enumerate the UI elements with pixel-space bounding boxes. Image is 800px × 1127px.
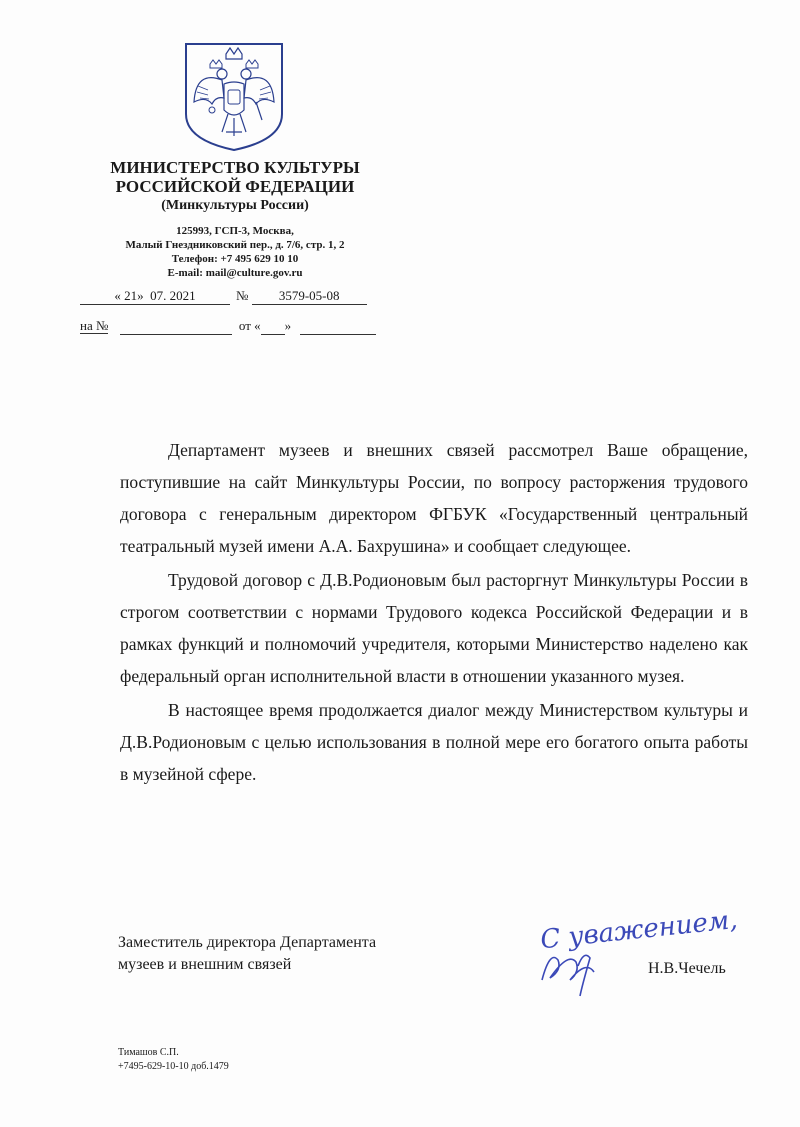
body-paragraph-3: В настоящее время продолжается диалог между Министерством культуры и Д.В.Родионовым с целью использования в полной мере его богатого опыта работы в музейной сфере. (120, 700, 748, 784)
ministry-name-block (60, 158, 410, 215)
date-field: « 21» 07. 2021 (80, 288, 230, 305)
ref-label: на № (80, 318, 109, 333)
executor-info (118, 1046, 229, 1074)
coat-of-arms-emblem (182, 40, 286, 152)
date-day: 21 (124, 288, 138, 303)
from-label: от « (238, 318, 261, 333)
from-day (261, 318, 285, 335)
address-line2: Малый Гнездниковский пер., д. 7/6, стр. 1, 2 (125, 239, 345, 251)
from-rest (300, 318, 376, 335)
signatory-title-line1: Заместитель директора Департамента (118, 934, 377, 951)
address-phone: Телефон: +7 495 629 10 10 (171, 253, 299, 265)
ministry-name-line1: МИНИСТЕРСТВО КУЛЬТУРЫ (110, 158, 360, 177)
executor-phone: +7495-629-10-10 доб.1479 (118, 1061, 229, 1072)
ministry-name-line2: РОССИЙСКОЙ ФЕДЕРАЦИИ (115, 177, 355, 196)
signatory-name: Н.В.Чечель (648, 960, 726, 977)
signatory-title-line2: музеев и внешним связей (118, 956, 292, 973)
handwritten-signature (520, 900, 760, 1000)
registration-date (80, 288, 230, 305)
body-paragraph-2: Трудовой договор с Д.В.Родионовым был расторгнут Минкультуры России в строгом соответствии с нормами Трудового кодекса Российской Федерации и в рамках функций и полномочий учредителя, которыми Министерство наделено как федеральный орган исполнительной власти в отношении указанного музея. (120, 570, 748, 686)
letter-body (120, 434, 748, 790)
body-paragraph-1: Департамент музеев и внешних связей рассмотрел Ваше обращение, поступившие на сайт Минкультуры России, по вопросу расторжения трудового договора с генеральным директором ФГБУК «Государственный центральный театральный музей имени А.А. Бахрушина» и сообщает следующее. (120, 440, 748, 556)
address-line1: 125993, ГСП-3, Москва, (176, 225, 294, 237)
date-month-year: 07. 2021 (150, 288, 196, 303)
ministry-short-name: (Минкультуры России) (161, 198, 309, 213)
number-label: № (236, 288, 249, 303)
signatory-title (118, 932, 376, 976)
address-email: E-mail: mail@culture.gov.ru (167, 267, 303, 279)
reference-line: на № от « » (80, 318, 376, 335)
ministry-address (80, 224, 390, 280)
executor-name: Тимашов С.П. (118, 1047, 179, 1058)
registration-number (236, 288, 367, 305)
ref-number (120, 318, 232, 335)
number-value: 3579-05-08 (252, 288, 367, 305)
handwritten-regards: С уважением, (538, 904, 739, 956)
